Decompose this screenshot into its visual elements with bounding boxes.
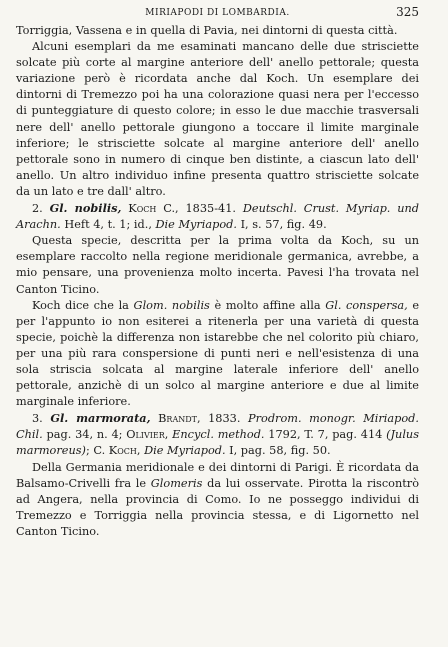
- paragraph-continuation: Torriggia, Vassena e in quella di Pavia, nei dintorni di questa città.: [16, 24, 398, 37]
- species-entry-nobilis: 2. Gl. nobilis, Koch C., 1835-41. Deutschl. Crust. Myriap. und Arachn. Heft 4, t. 1; id., Die Myriapod. I, s. 57, fig. 49.: [16, 201, 420, 232]
- page-body: [16, 23, 419, 540]
- page-header: [16, 5, 419, 23]
- species-name: Gl. nobilis,: [49, 201, 122, 216]
- paragraph-marmorata-distribution: Della Germania meridionale e dei dintorni di Parigi. È ricordata da Balsamo-Crivelli fra le Glomeris da lui osservate. Pirotta la riscontrò ad Angera, nella provincia di Como. Io ne posseggo individui di Tremezzo e Torriggia nella provincia stessa, e di Ligornetto nel Canton Ticino.: [16, 460, 420, 538]
- species-entry-marmorata: 3. Gl. marmorata, Brandt, 1833. Prodrom. monogr. Miriapod. Chil. pag. 34, n. 4; Olivier, Encycl. method. 1792, T. 7, pag. 414 (Julus marmoreus); C. Koch, Die Myriapod. I, pag. 58, fig. 50.: [16, 411, 420, 458]
- species-name: Gl. marmorata,: [50, 411, 151, 426]
- book-page: [16, 5, 419, 540]
- paragraph-nobilis-origin: Questa specie, descritta per la prima volta da Koch, su un esemplare raccolto nella regione meridionale germanica, avrebbe, a mio pensare, una provenienza molto incerta. Pavesi l'ha trovata nel Canton Ticino.: [16, 234, 419, 296]
- paragraph-variations: Alcuni esemplari da me esaminati mancano delle due strisciette solcate più corte al margine anteriore dell' anello pettorale; questa variazione però è ricordata anche dal Koch. Un esemplare dei dintorni di Tremezzo poi ha una colorazione quasi nera per l'eccesso di punteggiature di questo colore; in esso le due macchie trasversali nere dell' anello pettorale giungono a toccare il limite marginale inferiore; le strisciette solcate al margine anteriore dell' anello pettorale sono in numero di cinque ben distinte, a ciascun lato dell' anello. Un altro individuo infine presenta quattro strisciette solcate da un lato e tre dall' altro.: [16, 40, 419, 198]
- paragraph-nobilis-comparison: Koch dice che la Glom. nobilis è molto affine alla Gl. conspersa, e per l'appunto io non esiterei a ritenerla per una varietà di questa specie, poichè la differenza non istarebbe che nel colorito più chiaro, per una più rara conspersione di punti neri e nell'esistenza di una sola striscia solcata al margine laterale inferiore dell' anello pettorale, anzichè di un solco al margine anteriore e due al limite marginale inferiore.: [16, 298, 420, 409]
- page-number: 325: [396, 5, 419, 19]
- running-title: MIRIAPODI DI LOMBARDIA.: [145, 8, 290, 18]
